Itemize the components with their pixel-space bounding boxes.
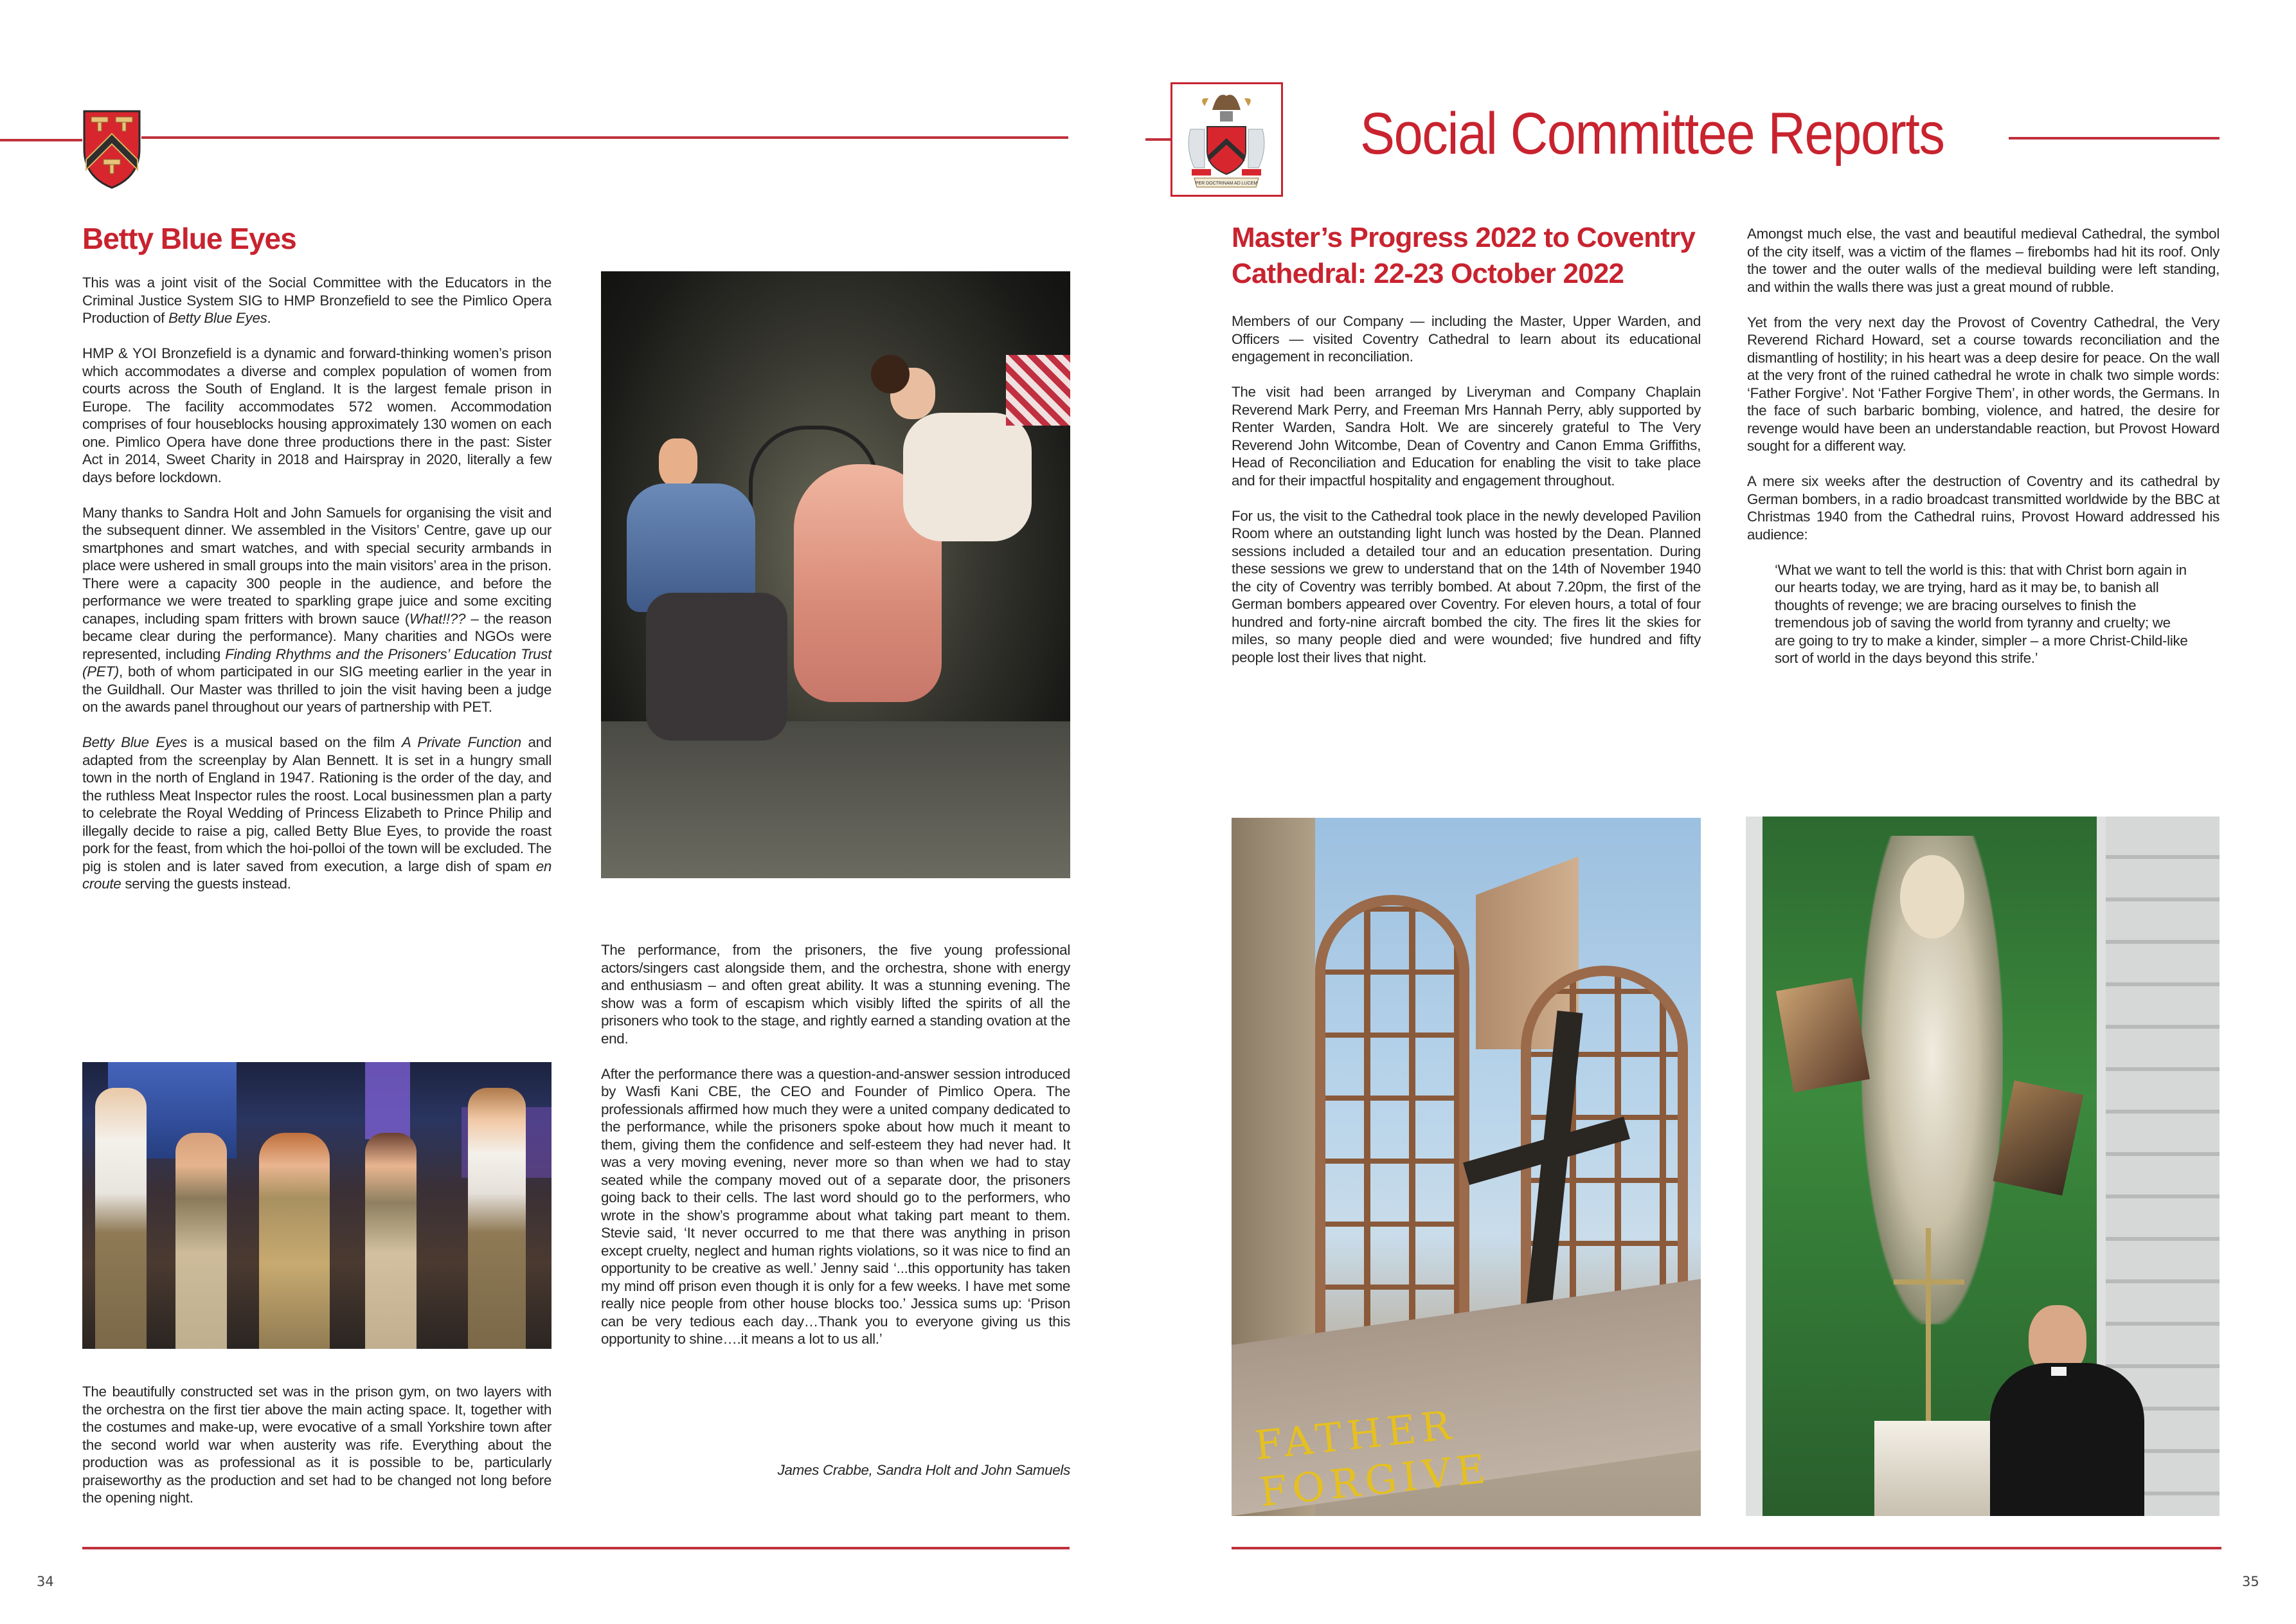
header-rule-right-b [2009, 137, 2220, 140]
left-column-1-top [82, 274, 552, 893]
paragraph: Amongst much else, the vast and beautiful medieval Cathedral, the symbol of the city itself, was a victim of the flames – firebombs had hit its roof. Only the tower and the outer walls of the medieval building were left standing, and within the walls there was just a great mound of rubble. [1747, 226, 2220, 295]
page-number-right: 35 [2242, 1574, 2259, 1589]
header-rule-right-a [1145, 138, 1171, 141]
section-title: Social Committee Reports [1360, 101, 1944, 167]
paragraph: HMP & YOI Bronzefield is a dynamic and forward-thinking women’s prison which accommodates a diverse and complex population of women from courts across the South of England. It is the largest female prison in Europe. The facility accommodates 572 women. Accommodation comprises of four houseblocks housing approximately 130 women on each one. Pimlico Opera have done three productions there in the past: Sister Act in 2014, Sweet Charity in 2018 and Hairspray in 2020, literally a few days before lockdown. [82, 345, 552, 485]
paragraph: The visit had been arranged by Liveryman and Company Chaplain Reverend Mark Perry, and Freeman Mrs Hannah Perry, ably supported by Renter Warden, Sandra Holt. We are sincerely grateful to The Very Reverend John Witcombe, Dean of Coventry and Canon Emma Griffiths, Head of Reconciliation and Education for enabling the visit to take place and for their impactful hospitality and engagement throughout. [1232, 384, 1701, 489]
article-title-betty-blue-eyes: Betty Blue Eyes [82, 222, 296, 255]
photo-pig-scene [601, 271, 1070, 878]
paragraph: For us, the visit to the Cathedral took place in the newly developed Pavilion Room where an outstanding light lunch was hosted by the Dean. Planned sessions included a detailed tour and an education presentation. During these sessions we grew to understand that on the 14th of November 1940 the city of Coventry was terribly bombed. At about 7.20pm, the first of the German bombers appeared over Coventry. For eleven hours, a total of four hundred and forty-nine aircraft bombed the city. The fires lit the skies for miles, so many people died and were wounded; five hundred and fifty people lost their lives that night. [1232, 507, 1701, 665]
right-column-2 [1747, 225, 2220, 667]
photo-cast-line [82, 1062, 552, 1349]
paragraph: The beautifully constructed set was in the prison gym, on two layers with the orchestra on the first tier above the main acting space. It, together with the costumes and make-up, were evocative of a small Yorkshire town after the second world war when austerity was rife. Everything about the production was as professional as it is possible to be, particularly praiseworthy as the production and set had to be changed not long before the opening night. [82, 1384, 552, 1506]
paragraph: Members of our Company — including the Master, Upper Warden, and Officers — visited Coventry Cathedral to learn about its educational engagement in reconciliation. [1232, 313, 1701, 365]
paragraph: Betty Blue Eyes is a musical based on the film A Private Function and adapted from the screenplay by Alan Bennett. It is set in a hungry small town in the north of England in 1947. Rationing is the order of the day, and the ruthless Meat Inspector rules the roost. Local businessmen plan a party to celebrate the Royal Wedding of Princess Elizabeth to Prince Philip and illegally decide to raise a pig, called Betty Blue Eyes, to provide the roast pork for the feast, from which the hoi-polloi of the town will be excluded. The pig is stolen and is later saved from execution, a large dish of spam en croute serving the guests instead. [82, 734, 552, 892]
father-forgive-inscription: FATHER FORGIVE [1252, 1401, 1493, 1516]
paragraph: This was a joint visit of the Social Committee with the Educators in the Criminal Justice System SIG to HMP Bronzefield to see the Pimlico Opera Production of Betty Blue Eyes. [82, 275, 552, 326]
photo-cathedral-tapestry [1746, 817, 2220, 1516]
left-column-1-bottom [82, 1383, 552, 1507]
header-rule-left-a [0, 139, 82, 141]
coat-of-arms-box [1170, 82, 1283, 197]
byline: James Crabbe, Sandra Holt and John Samuels [777, 1462, 1070, 1478]
article-title-masters-progress [1232, 220, 1695, 292]
photo-cathedral-ruins [1232, 818, 1701, 1516]
paragraph: Yet from the very next day the Provost of Coventry Cathedral, the Very Reverend Richard Howard, set a course towards reconciliation and the dismantling of hostility; in his heart was a deep desire for peace. On the wall at the very front of the ruined cathedral he wrote in chalk two simple words: ‘Father Forgive’. Not ‘Father Forgive Them’, in other words, the Germans. In the face of such barbaric bombing, violence, and hatred, the desire for revenge would have been an understandable reaction, but Provost Howard sought for a different way. [1747, 314, 2220, 454]
right-column-1 [1232, 312, 1701, 666]
paragraph: After the performance there was a question-and-answer session introduced by Wasfi Kani CBE, the CEO and Founder of Pimlico Opera. The professionals affirmed how much they were a united company dedicated to the performance, while the prisoners spoke about how much it meant to them, giving them the confidence and self-esteem they had never had. It was a very moving evening, never more so than when we had to stay seated while the company moved out of a separate door, the prisoners going back to their cells. The last word should go to the performers, who wrote in the show’s programme about what taking part meant to them. Stevie said, ‘It never occurred to me that there was anything in prison except cruelty, neglect and human rights violations, so it was nice to find an opportunity to be creative as well.’ Jenny said ‘...this opportunity has taken my mind off prison even though it is only for a few weeks. I have met some really nice people from other house blocks too.’ Jessica sums up: ‘Prison can be very tedious each day…Thank you to everyone giving us this opportunity to shine….it means a lot to us all.’ [601, 1065, 1070, 1347]
footer-rule-right [1232, 1547, 2221, 1549]
title-line-1: Master’s Progress 2022 to Coventry [1232, 222, 1696, 253]
page-number-left: 34 [37, 1574, 54, 1589]
company-shield-icon [82, 109, 141, 190]
motto-text: PER DOCTRINAM AD LUCEM [1195, 181, 1258, 186]
paragraph: The performance, from the prisoners, the five young professional actors/singers cast alongside them, and the orchestra, shone with energy and enthusiasm – and often great ability. It was a stunning evening. The show was a form of escapism which visibly lifted the spirits of all the prisoners who took to the stage, and rightly earned a standing ovation at the end. [601, 942, 1070, 1047]
paragraph: Many thanks to Sandra Holt and John Samuels for organising the visit and the subsequent dinner. We assembled in the Visitors’ Centre, gave up our smartphones and smart watches, and with special security armbands in place were ushered in small groups into the main visitors’ area in the prison. There were a capacity 300 people in the audience, and before the performance we were treated to sparkling grape juice and some exciting canapes, including spam fritters with brown sauce (What!!?? – the reason became clear during the performance). Many charities and NGOs were represented, including Finding Rhythms and the Prisoners’ Education Trust (PET), both of whom participated in our SIG meeting earlier in the year in the Guildhall. Our Master was thrilled to join the visit having been a judge on the awards panel throughout our years of partnership with PET. [82, 504, 552, 715]
header-rule-left-b [141, 136, 1068, 139]
paragraph: A mere six weeks after the destruction of Coventry and its cathedral by German bombers, in a radio broadcast transmitted worldwide by the BBC at Christmas 1940 from the Cathedral ruins, Provost Howard addressed his audience: [1747, 473, 2220, 543]
quotation: ‘What we want to tell the world is this: that with Christ born again in our hearts today, we are trying, hard as it may be, to banish all thoughts of revenge; we are bracing ourselves to finish the tremendous job of saving the world from tyranny and cruelty; we are going to try to make a kinder, simpler – a more Christ-Child-like sort of world in the days beyond this strife.’ [1775, 561, 2188, 666]
title-line-2: Cathedral: 22-23 October 2022 [1232, 258, 1624, 289]
footer-rule-left [82, 1547, 1070, 1549]
left-column-2 [601, 941, 1070, 1348]
